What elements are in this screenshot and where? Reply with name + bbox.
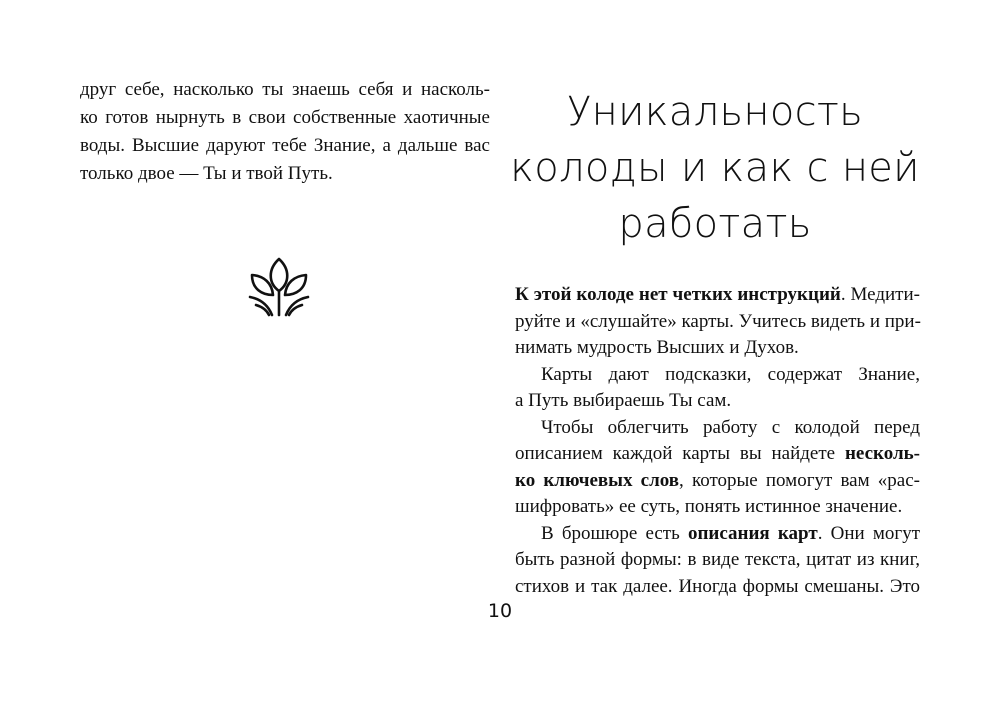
title-line: работать: [618, 201, 812, 247]
title-line: Уникальность: [566, 89, 864, 135]
chapter-title: [505, 84, 925, 252]
text-line: шифровать» ее суть, понять истинное значение.: [515, 496, 903, 517]
text-line: стихов и так далее. Иногда формы смешаны. Это: [515, 575, 920, 597]
left-page-text: [80, 76, 490, 188]
sprout-icon: [246, 255, 312, 319]
bold-phrase: К этой колоде нет четких инструкций: [515, 284, 841, 305]
right-page-text: [515, 282, 920, 600]
title-line: колоды и как с ней: [510, 145, 920, 191]
text-line: руйте и «слушайте» карты. Учитесь видеть и при-: [515, 310, 921, 332]
text-span: . Медити-: [840, 284, 920, 305]
text-line: [515, 441, 920, 468]
text-span: В брошюре есть: [541, 522, 688, 544]
text-line: [515, 468, 920, 495]
text-span: . Они могут: [817, 522, 920, 544]
text-line: Чтобы облегчить работу с колодой перед: [541, 416, 920, 438]
bold-phrase: ко ключевых слов: [515, 469, 680, 491]
text-line: только двое — Ты и твой Путь.: [80, 163, 333, 184]
text-span: описанием каждой карты вы найдете: [515, 443, 845, 464]
text-line: нимать мудрость Высших и Духов.: [515, 337, 799, 358]
bold-phrase: описания карт: [687, 522, 818, 544]
text-line: а Путь выбираешь Ты сам.: [515, 390, 732, 411]
text-line: [515, 521, 920, 548]
text-line: Карты дают подсказки, содержат Знание,: [541, 363, 920, 385]
text-line: быть разной формы: в виде текста, цитат из книг,: [515, 549, 920, 570]
text-line: воды. Высшие даруют тебе Знание, а дальше вас: [80, 135, 490, 156]
page-number: 10: [487, 600, 513, 622]
bold-phrase: несколь-: [844, 443, 920, 464]
text-line: [515, 282, 920, 309]
text-span: , которые помогут вам «рас-: [679, 469, 920, 491]
text-line: друг себе, насколько ты знаешь себя и насколь-: [80, 79, 490, 100]
text-line: ко готов нырнуть в свои собственные хаотичные: [80, 107, 490, 128]
